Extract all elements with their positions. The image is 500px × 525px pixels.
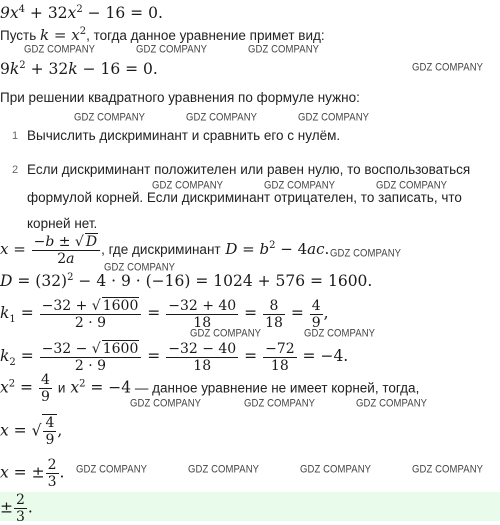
watermark: GDZ COMPANY	[330, 247, 402, 260]
substitution-text: Пусть	[0, 28, 37, 43]
intro-text: При решении квадратного уравнения по формуле нужно:	[0, 90, 360, 105]
watermark: GDZ COMPANY	[356, 397, 428, 410]
root-formula: x = $\frac{-b \pm √ D}{2a}$ , где дискриминант $D = b^2 - 4ac$.	[0, 234, 330, 267]
watermark: GDZ COMPANY	[76, 463, 148, 476]
conclusion-mid: и	[57, 380, 66, 396]
watermark: GDZ COMPANY	[264, 179, 336, 192]
step-text: Вычислить дискриминант и сравнить его с нулём.	[27, 128, 341, 143]
watermark: GDZ COMPANY	[412, 463, 484, 476]
equation-main: $9x^4 + 32x^2 - 16 = 0$.	[0, 3, 163, 22]
watermark: GDZ COMPANY	[298, 111, 370, 124]
answer-box	[0, 492, 500, 525]
step-number: 2	[12, 164, 19, 176]
discriminant-line: $D = (32)^2 - 4 \cdot 9 \cdot (-16) = 1024 + 576 = 1600$.	[0, 271, 373, 290]
conclusion-text: — данное уравнение не имеет корней, тогда,	[131, 380, 420, 396]
step-text: корней нет.	[27, 216, 98, 231]
step-text: формулой корней. Если дискриминант отрицателен, то записать, что	[27, 190, 462, 205]
watermark: GDZ COMPANY	[74, 111, 146, 124]
watermark: GDZ COMPANY	[152, 179, 224, 192]
watermark: GDZ COMPANY	[190, 327, 262, 340]
watermark: GDZ COMPANY	[24, 43, 96, 56]
k2-line: $k_2$ = $\frac{-32 - √ 1600}{2 \cdot 9}$ = $\frac{-32 - 40}{18}$ = $\frac{-72}{18}$ = −4.	[0, 340, 349, 374]
x-value-line: x = ± $\frac{2}{3}$ .	[0, 457, 65, 490]
watermark: GDZ COMPANY	[104, 261, 176, 274]
answer-value: ± $\frac{2}{3}$ .	[0, 492, 33, 525]
watermark: GDZ COMPANY	[376, 179, 448, 192]
watermark: GDZ COMPANY	[248, 43, 320, 56]
substitution-line	[0, 28, 325, 43]
x-sqrt-line: x = √ $\frac{4}{9}$ ,	[0, 415, 63, 448]
watermark: GDZ COMPANY	[136, 43, 208, 56]
equation-k: $9k^2 + 32k - 16 = 0$.	[0, 59, 158, 78]
step-text: Если дискриминант положителен или равен нулю, то воспользоваться	[27, 162, 471, 177]
k1-line: $k_1$ = $\frac{-32 + √ 1600}{2 \cdot 9}$ = $\frac{-32 + 40}{18}$ = $\frac{8}{18}$ = $\frac{4}{9}$ ,	[0, 297, 329, 331]
watermark: GDZ COMPANY	[130, 397, 202, 410]
watermark: GDZ COMPANY	[186, 111, 258, 124]
substitution-text2: , тогда данное уравнение примет вид:	[86, 28, 325, 43]
step-number: 1	[12, 130, 19, 142]
watermark: GDZ COMPANY	[188, 463, 260, 476]
root-formula-text: , где дискриминант	[101, 242, 221, 257]
watermark: GDZ COMPANY	[244, 397, 316, 410]
watermark: GDZ COMPANY	[304, 327, 376, 340]
watermark: GDZ COMPANY	[300, 463, 372, 476]
watermark: GDZ COMPANY	[412, 61, 484, 74]
substitution-math: $k = x^2$	[40, 26, 87, 44]
conclusion-line: $x^2$ = $\frac{4}{9}$ и $x^2 = -4$ — данное уравнение не имеет корней, тогда,	[0, 372, 420, 405]
